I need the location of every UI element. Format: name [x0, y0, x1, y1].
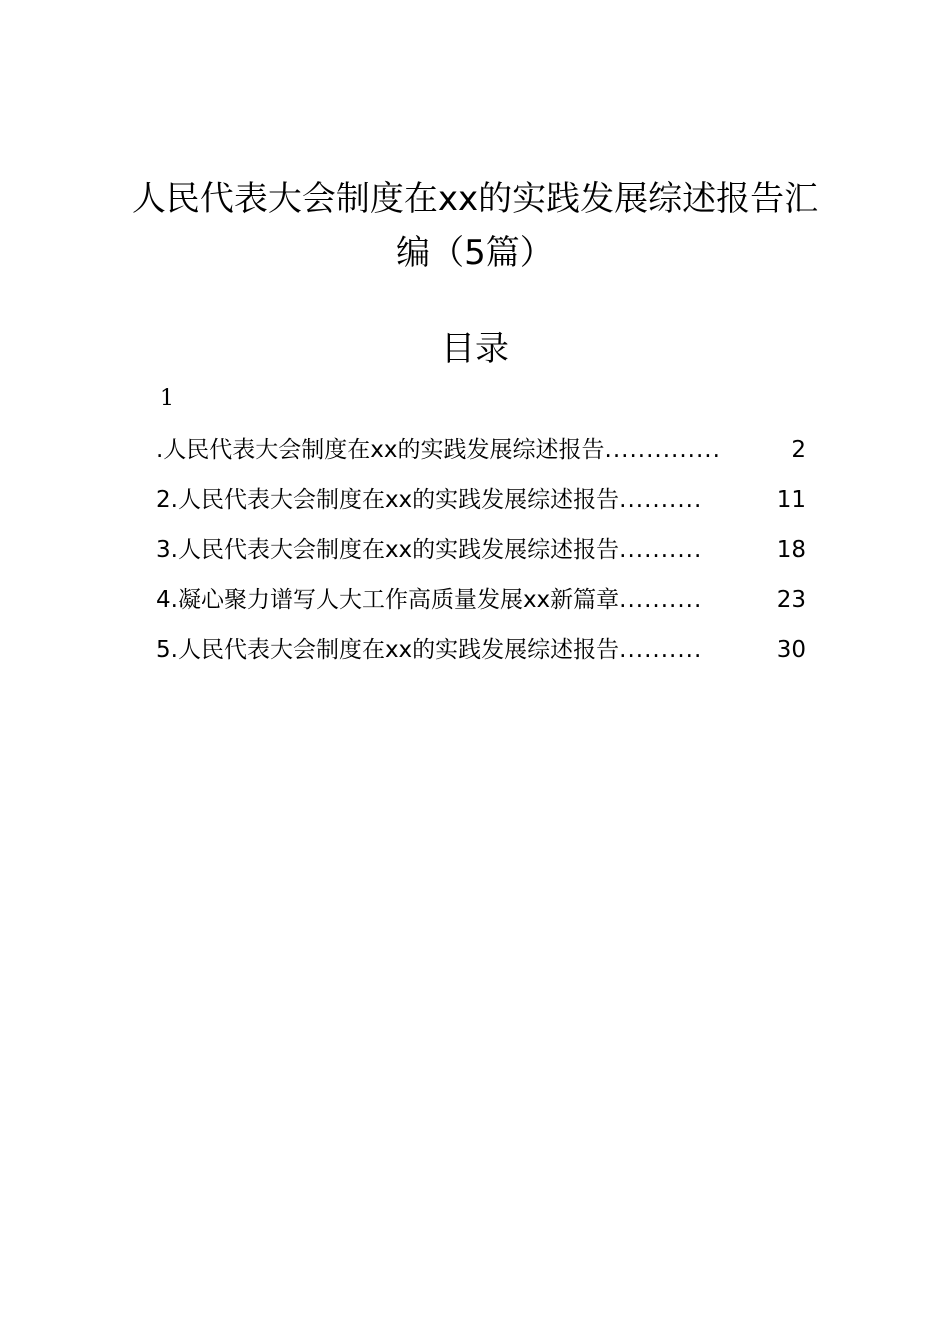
toc-entry-leader: ..........: [619, 487, 703, 513]
toc-entry-leader: ..............: [604, 437, 721, 463]
toc-entry[interactable]: [156, 430, 806, 480]
toc-entry-page-number: 11: [776, 487, 806, 513]
toc-entry-title: 3.人民代表大会制度在xx的实践发展综述报告: [156, 537, 620, 563]
toc-entry[interactable]: [156, 580, 806, 630]
document-title: 人民代表大会制度在xx的实践发展综述报告汇编（5篇）: [131, 179, 819, 273]
toc-entry-page-number: 30: [776, 637, 806, 663]
toc-entry-title: .人民代表大会制度在xx的实践发展综述报告: [156, 437, 605, 463]
stray-page-number: 1: [160, 386, 174, 411]
toc-entry-title: 2.人民代表大会制度在xx的实践发展综述报告: [156, 487, 620, 513]
toc-entry[interactable]: [156, 630, 806, 680]
toc-entry-title: 4.凝心聚力谱写人大工作高质量发展xx新篇章: [156, 587, 620, 613]
toc-entry-title: 5.人民代表大会制度在xx的实践发展综述报告: [156, 637, 620, 663]
toc-entry-leader: ..........: [619, 637, 703, 663]
toc-entry-leader: ..........: [619, 587, 703, 613]
toc-entry-page-number: 18: [776, 537, 806, 563]
toc-heading: 目录: [441, 329, 509, 369]
toc-entry[interactable]: [156, 480, 806, 530]
table-of-contents: [156, 430, 806, 680]
toc-entry-leader: ..........: [619, 537, 703, 563]
toc-entry-page-number: 23: [776, 587, 806, 613]
toc-entry-page-number: 2: [791, 437, 806, 463]
toc-entry[interactable]: [156, 530, 806, 580]
